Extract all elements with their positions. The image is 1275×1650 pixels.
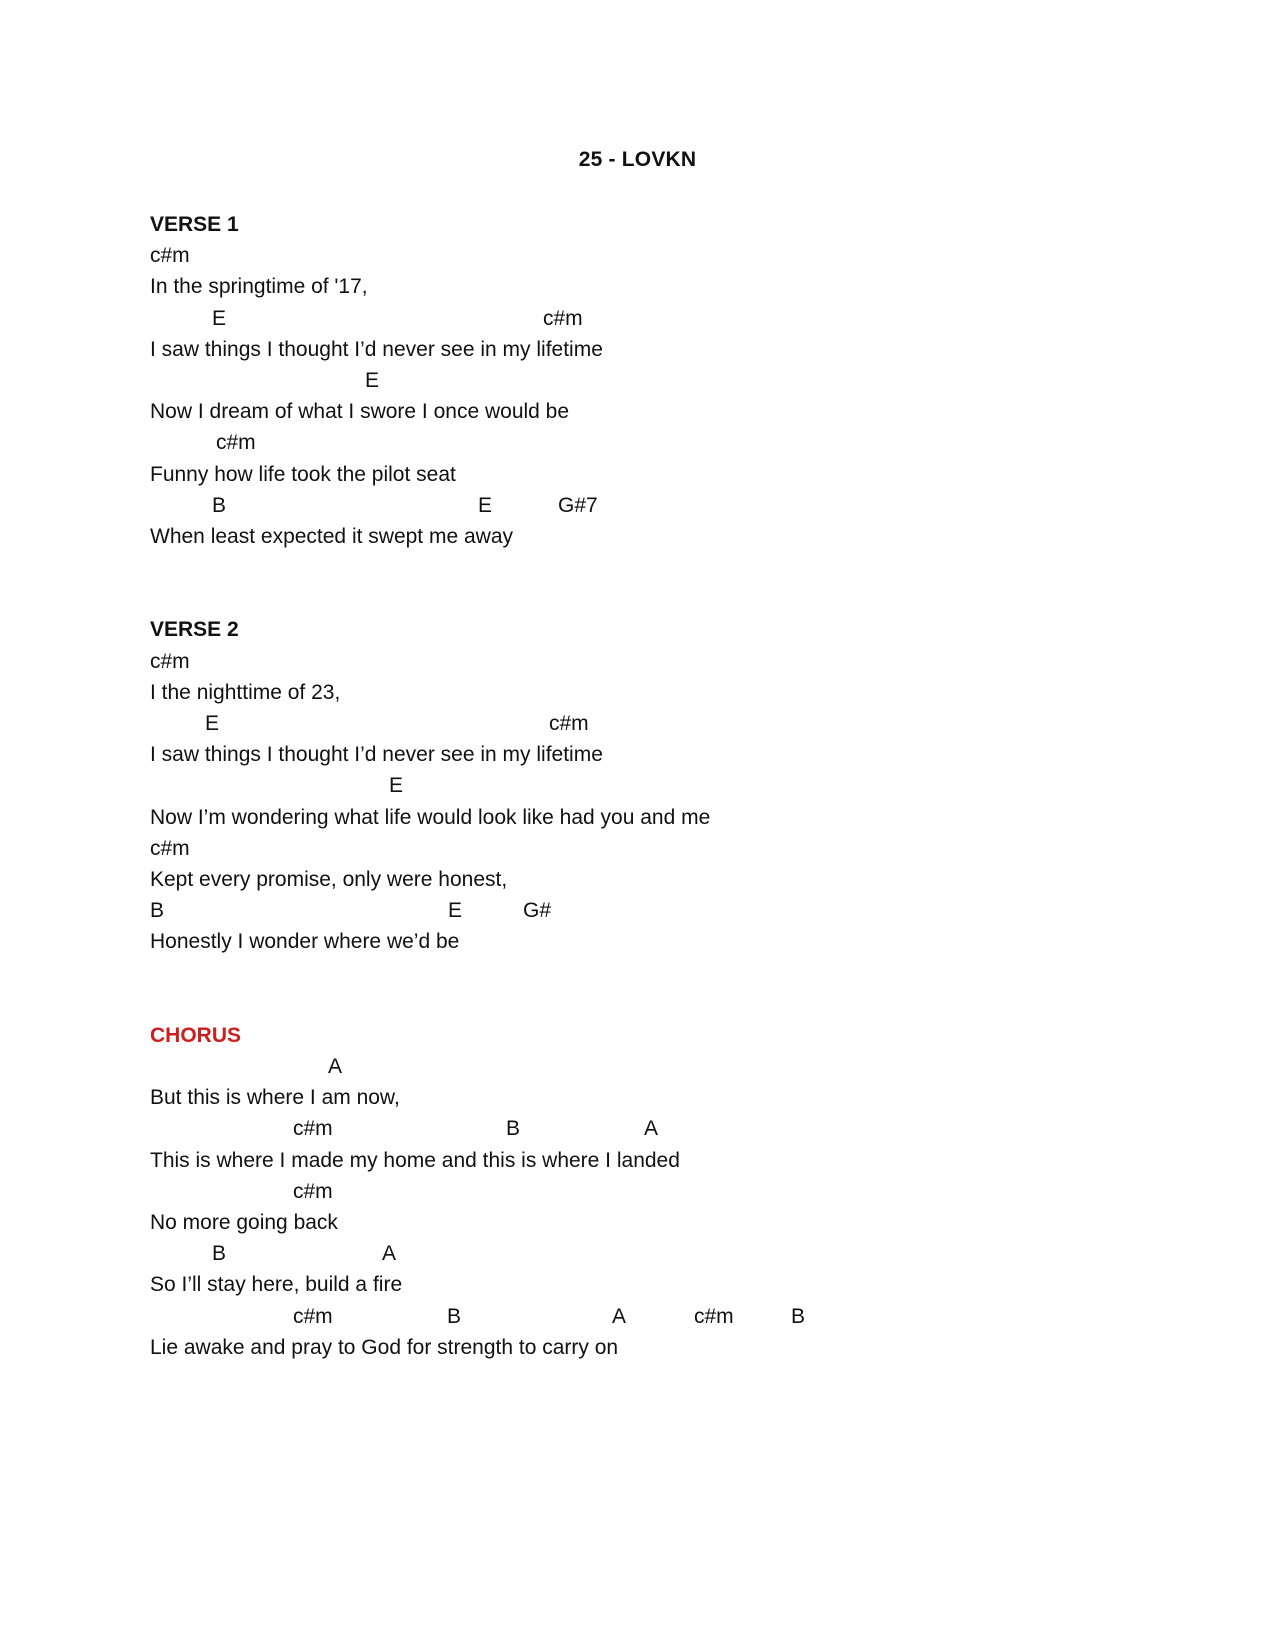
chord-line bbox=[150, 427, 1150, 458]
chord: c#m bbox=[694, 1304, 734, 1328]
chord: B bbox=[506, 1117, 521, 1141]
chord: A bbox=[382, 1242, 397, 1266]
lyric-line: But this is where I am now, bbox=[150, 1086, 400, 1110]
chorus-heading: CHORUS bbox=[150, 1023, 242, 1047]
chord-line bbox=[150, 895, 1150, 926]
lyric-line: No more going back bbox=[150, 1211, 338, 1235]
lyric-line: Honestly I wonder where we’d be bbox=[150, 930, 460, 954]
chord: c#m bbox=[543, 306, 583, 330]
lyric-line: Funny how life took the pilot seat bbox=[150, 462, 456, 486]
chord-line bbox=[150, 1301, 1150, 1332]
chord: c#m bbox=[150, 836, 190, 860]
lyric-line: I saw things I thought I’d never see in my lifetime bbox=[150, 743, 603, 767]
chord-line bbox=[150, 1176, 1150, 1207]
lyric-line: Now I’m wondering what life would look like had you and me bbox=[150, 805, 711, 829]
chord: c#m bbox=[150, 649, 190, 673]
chord: B bbox=[150, 899, 165, 923]
chord: B bbox=[212, 1242, 227, 1266]
song-title: 25 - LOVKN bbox=[578, 148, 697, 171]
chord-line bbox=[150, 1238, 1150, 1269]
lyric-line: Kept every promise, only were honest, bbox=[150, 867, 508, 891]
lyric-line: This is where I made my home and this is where I landed bbox=[150, 1148, 680, 1172]
verse-2-heading: VERSE 2 bbox=[150, 618, 239, 642]
lyric-line: When least expected it swept me away bbox=[150, 524, 514, 548]
chord-line bbox=[150, 708, 1150, 739]
chord: E bbox=[212, 306, 227, 330]
chord-line bbox=[150, 490, 1150, 521]
chord-line bbox=[150, 1113, 1150, 1144]
chord: c#m bbox=[293, 1304, 333, 1328]
chord: E bbox=[478, 493, 493, 517]
chord: c#m bbox=[293, 1179, 333, 1203]
lyric-line: So I’ll stay here, build a fire bbox=[150, 1273, 403, 1297]
chord: G#7 bbox=[558, 493, 598, 517]
chord: A bbox=[328, 1055, 343, 1079]
chord: E bbox=[365, 368, 380, 392]
chord: E bbox=[205, 712, 220, 736]
lyric-line: Lie awake and pray to God for strength to carry on bbox=[150, 1335, 619, 1359]
chord: G# bbox=[523, 899, 552, 923]
chord-line bbox=[150, 240, 1150, 271]
chord: c#m bbox=[150, 244, 190, 268]
chord-line bbox=[150, 833, 1150, 864]
lyric-line: I the nighttime of 23, bbox=[150, 680, 341, 704]
chord: E bbox=[448, 899, 463, 923]
chord: c#m bbox=[216, 431, 256, 455]
chord: c#m bbox=[549, 712, 589, 736]
chord-line bbox=[150, 303, 1150, 334]
chord: A bbox=[612, 1304, 627, 1328]
lyric-line: Now I dream of what I swore I once would be bbox=[150, 400, 570, 424]
chord: A bbox=[644, 1117, 659, 1141]
lyric-line: In the springtime of '17, bbox=[150, 275, 368, 299]
chord-line bbox=[150, 770, 1150, 801]
song-body bbox=[150, 209, 1150, 1363]
chord: B bbox=[791, 1304, 806, 1328]
chord: c#m bbox=[293, 1117, 333, 1141]
chord: B bbox=[212, 493, 227, 517]
verse-1-heading: VERSE 1 bbox=[150, 213, 239, 236]
chord: E bbox=[389, 774, 404, 798]
chord-line bbox=[150, 646, 1150, 677]
chord-line bbox=[150, 1051, 1150, 1082]
chord-line bbox=[150, 365, 1150, 396]
chord: B bbox=[447, 1304, 462, 1328]
lyric-line: I saw things I thought I’d never see in my lifetime bbox=[150, 337, 603, 361]
